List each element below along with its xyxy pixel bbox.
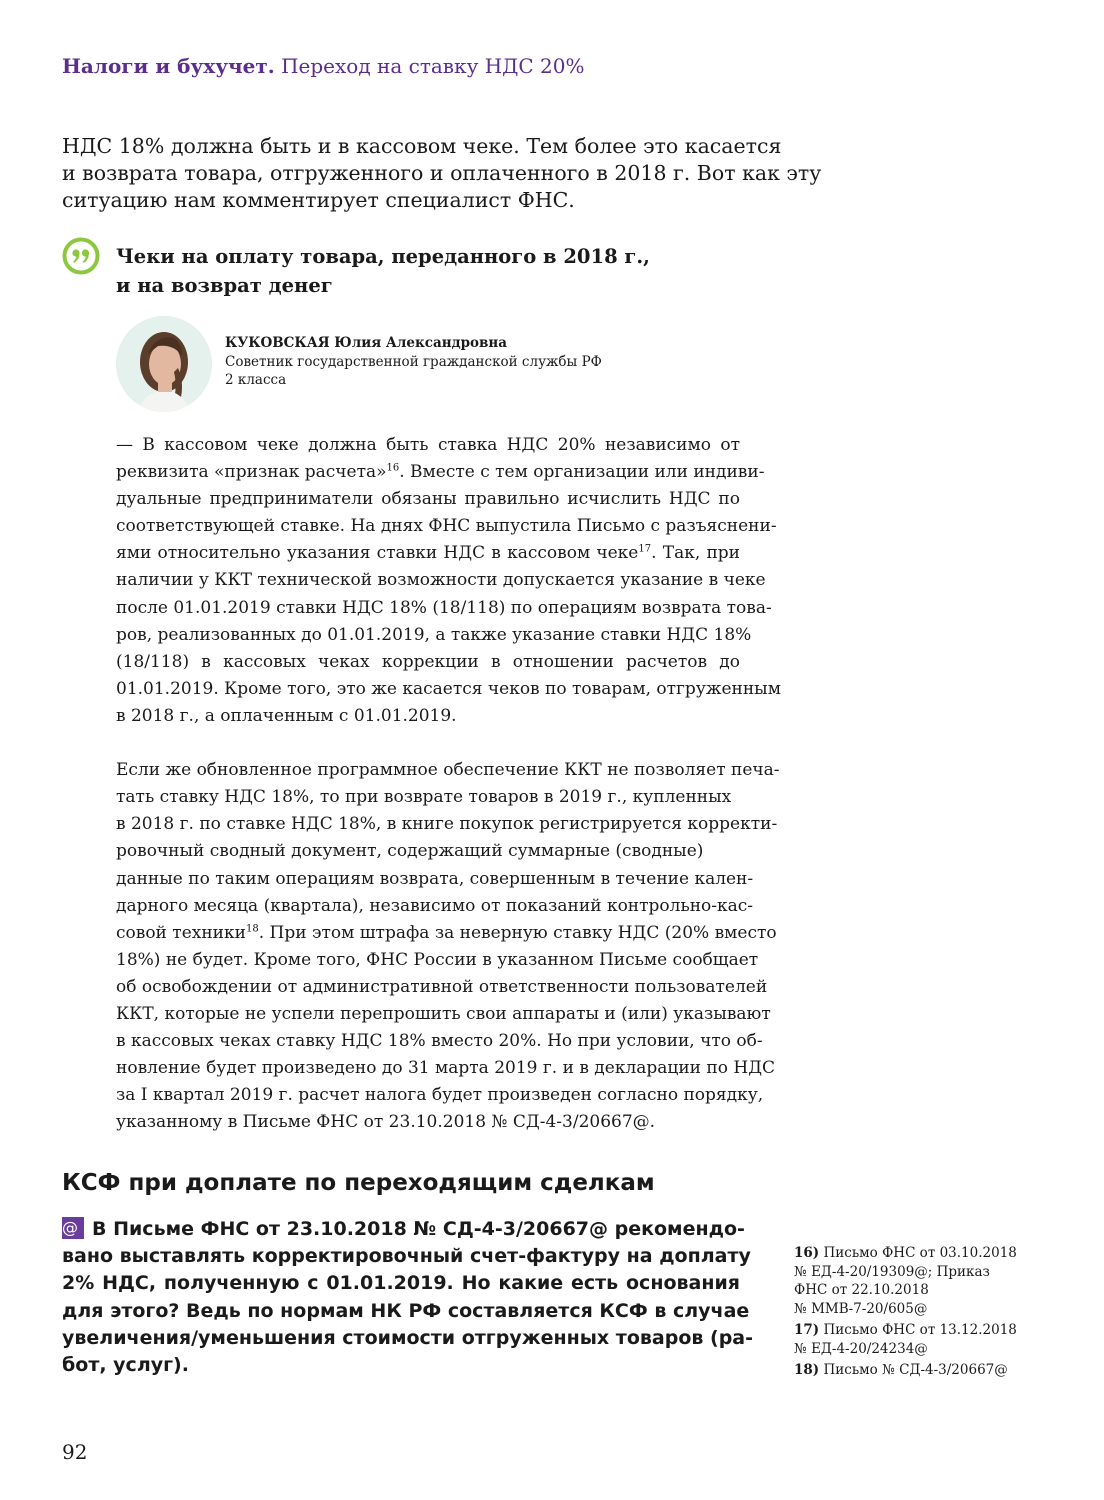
- footnotes: [794, 1244, 1024, 1383]
- intro-paragraph: [62, 133, 822, 214]
- footnote-number: 16): [794, 1245, 820, 1261]
- footnote-text: № ЕД-4-20/19309@; Приказ: [794, 1263, 990, 1280]
- quote-line: в 2018 г., а оплаченным с 01.01.2019.: [116, 705, 457, 726]
- running-head: [62, 54, 585, 78]
- footnote-text: Письмо № СД-4-3/20667@: [823, 1362, 1008, 1378]
- quote-line: указанному в Письме ФНС от 23.10.2018 № СД-4-3/20667@.: [116, 1112, 656, 1133]
- quote-line: за I квартал 2019 г. расчет налога будет произведен согласно порядку,: [116, 1085, 764, 1106]
- quote-line: — В кассовом чеке должна быть ставка НДС 20% независимо от: [116, 435, 740, 455]
- question-block: [62, 1216, 753, 1379]
- quote-line: дуальные предприниматели обязаны правильно исчислить НДС по: [116, 489, 740, 510]
- quote-line: (18/118) в кассовых чеках коррекции в отношении расчетов до: [116, 651, 740, 672]
- expert-position: 2 класса: [225, 372, 287, 388]
- quote-line: ями относительно указания ставки НДС в кассовом чеке$^{17}$. Так, при: [116, 543, 740, 564]
- footnote-text: Письмо ФНС от 13.12.2018: [823, 1322, 1017, 1338]
- quote-line: в кассовых чеках ставку НДС 18% вместо 20%. Но при условии, что об-: [116, 1031, 763, 1052]
- quote-line: реквизита «признак расчета»$^{16}$. Вместе с тем организации или индиви-: [116, 462, 765, 483]
- expert-name: КУКОВСКАЯ Юлия Александровна: [225, 335, 508, 351]
- quote-line: ККТ, которые не успели перепрошить свои аппараты и (или) указывают: [116, 1003, 771, 1024]
- at-icon: @: [62, 1217, 84, 1239]
- page-number: 92: [62, 1440, 88, 1464]
- footnote-number: 18): [794, 1362, 820, 1378]
- intro-line: и возврата товара, отгруженного и оплаченного в 2018 г. Вот как эту: [62, 161, 822, 185]
- question-line: вано выставлять корректировочный счет-фактуру на доплату: [62, 1245, 751, 1268]
- quote-line: в 2018 г. по ставке НДС 18%, в книге покупок регистрируется корректи-: [116, 814, 778, 835]
- running-head-topic: Переход на ставку НДС 20%: [281, 54, 585, 78]
- quote-line: 01.01.2019. Кроме того, это же касается чеков по товарам, отгруженным: [116, 678, 781, 699]
- question-line: 2% НДС, полученную с 01.01.2019. Но какие есть основания: [62, 1272, 740, 1295]
- quote-body: [116, 432, 781, 1136]
- quote-line: новление будет произведено до 31 марта 2019 г. и в декларации по НДС: [116, 1058, 776, 1079]
- footnote-16: [794, 1244, 1024, 1318]
- quote-line: об освобождении от административной ответственности пользователей: [116, 976, 768, 997]
- quote-icon: [62, 237, 100, 275]
- running-head-section: Налоги и бухучет.: [62, 54, 275, 78]
- intro-line: НДС 18% должна быть и в кассовом чеке. Тем более это касается: [62, 134, 782, 158]
- section-heading: КСФ при доплате по переходящим сделкам: [62, 1170, 655, 1196]
- quote-title-line: и на возврат денег: [116, 274, 333, 297]
- quote-line: наличии у ККТ технической возможности допускается указание в чеке: [116, 570, 766, 591]
- quote-line: дарного месяца (квартала), независимо от показаний контрольно-кас-: [116, 895, 754, 916]
- question-line: @ В Письме ФНС от 23.10.2018 № СД-4-3/20667@ рекомендо-: [62, 1218, 745, 1240]
- quote-title: [116, 242, 650, 300]
- quote-line: совой техники$^{18}$. При этом штрафа за неверную ставку НДС (20% вместо: [116, 922, 777, 943]
- quote-line: Если же обновленное программное обеспечение ККТ не позволяет печа-: [116, 760, 780, 781]
- quote-title-line: Чеки на оплату товара, переданного в 2018 г.,: [116, 245, 650, 268]
- footnote-17: [794, 1321, 1024, 1358]
- quote-line: данные по таким операциям возврата, совершенным в течение кален-: [116, 868, 754, 889]
- footnote-text: № ММВ-7-20/605@: [794, 1300, 928, 1317]
- quote-line: после 01.01.2019 ставки НДС 18% (18/118) по операциям возврата това-: [116, 597, 772, 618]
- expert-info: [225, 334, 602, 390]
- footnote-text: Письмо ФНС от 03.10.2018: [823, 1245, 1017, 1261]
- footnote-18: [794, 1361, 1024, 1380]
- question-line: для этого? Ведь по нормам НК РФ составляется КСФ в случае: [62, 1299, 750, 1322]
- footnote-text: № ЕД-4-20/24234@: [794, 1340, 928, 1357]
- question-line: увеличения/уменьшения стоимости отгруженных товаров (ра-: [62, 1326, 753, 1349]
- quote-line: 18%) не будет. Кроме того, ФНС России в указанном Письме сообщает: [116, 949, 759, 970]
- quote-line: ров, реализованных до 01.01.2019, а также указание ставки НДС 18%: [116, 624, 752, 645]
- quote-line: тать ставку НДС 18%, то при возврате товаров в 2019 г., купленных: [116, 787, 732, 808]
- expert-avatar: [116, 316, 212, 412]
- intro-line: ситуацию нам комментирует специалист ФНС.: [62, 188, 575, 212]
- footnote-ref-16[interactable]: 16: [386, 462, 400, 474]
- footnote-ref-17[interactable]: 17: [638, 543, 652, 555]
- quote-line: ровочный сводный документ, содержащий суммарные (сводные): [116, 841, 704, 862]
- footnote-text: ФНС от 22.10.2018: [794, 1282, 929, 1298]
- footnote-number: 17): [794, 1322, 820, 1338]
- quote-line: соответствующей ставке. На днях ФНС выпустила Письмо с разъяснени-: [116, 516, 777, 537]
- footnote-ref-18[interactable]: 18: [245, 923, 259, 935]
- expert-position: Советник государственной гражданской службы РФ: [225, 353, 602, 370]
- question-line: бот, услуг).: [62, 1354, 189, 1377]
